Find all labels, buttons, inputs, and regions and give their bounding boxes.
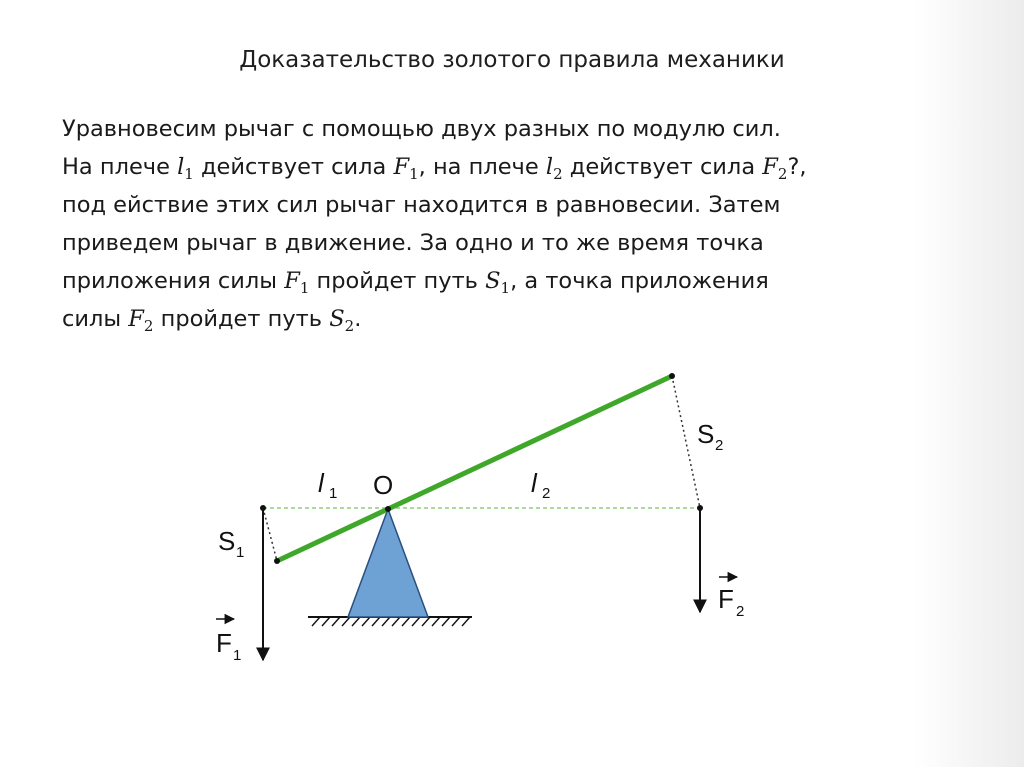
l2-label	[531, 468, 550, 502]
text: .	[354, 306, 362, 332]
l1-label	[318, 468, 337, 502]
text: действует сила	[193, 154, 394, 180]
text: , а точка приложения	[510, 268, 769, 294]
svg-text:S: S	[218, 526, 236, 556]
ground	[308, 617, 472, 626]
svg-text:S: S	[697, 419, 715, 449]
svg-text:2: 2	[715, 437, 724, 454]
math-F2: $F_2$	[128, 306, 154, 335]
f1-label	[216, 619, 241, 664]
pivot-point	[385, 506, 391, 512]
s2-dotted-path	[672, 376, 700, 508]
text: ?,	[787, 154, 807, 180]
lever-end-left	[274, 558, 280, 564]
svg-text:F: F	[216, 628, 232, 658]
svg-text:l: l	[318, 468, 324, 498]
svg-text:F: F	[718, 584, 734, 614]
s1-label	[218, 526, 244, 561]
svg-text:1: 1	[236, 544, 245, 561]
text: силы	[62, 306, 129, 332]
slide-title: Доказательство золотого правила механики	[239, 47, 785, 73]
svg-text:1: 1	[233, 647, 242, 664]
pivot-label: O	[373, 470, 394, 500]
text: Уравновесим рычаг с помощью двух разных по модулю сил.	[62, 116, 781, 142]
math-S2: $S_2$	[329, 306, 355, 335]
math-F1: $F_1$	[393, 154, 419, 183]
text: под ействие этих сил рычаг находится в равновесии. Затем	[62, 192, 781, 218]
fulcrum-support	[348, 509, 428, 617]
math-l2: $l_2$	[545, 154, 563, 183]
text: , на плече	[418, 154, 546, 180]
s1-dotted-path	[263, 508, 277, 561]
text: действует сила	[562, 154, 763, 180]
svg-text:l: l	[531, 468, 537, 498]
text: На плече	[62, 154, 178, 180]
math-l1: $l_1$	[177, 154, 194, 183]
s2-label	[697, 419, 723, 454]
lever-end-right	[669, 373, 675, 379]
text: пройдет путь	[309, 268, 486, 294]
math-F2: $F_2$	[762, 154, 788, 183]
svg-text:2: 2	[542, 485, 551, 502]
svg-text:2: 2	[736, 603, 745, 620]
text: пройдет путь	[153, 306, 330, 332]
math-S1: $S_1$	[485, 268, 511, 297]
text: приведем рычаг в движение. За одно и то же время точка	[62, 230, 764, 256]
text: приложения силы	[62, 268, 285, 294]
math-F1: $F_1$	[284, 268, 310, 297]
lever	[277, 376, 672, 561]
f2-label	[718, 577, 744, 620]
svg-text:1: 1	[329, 485, 338, 502]
